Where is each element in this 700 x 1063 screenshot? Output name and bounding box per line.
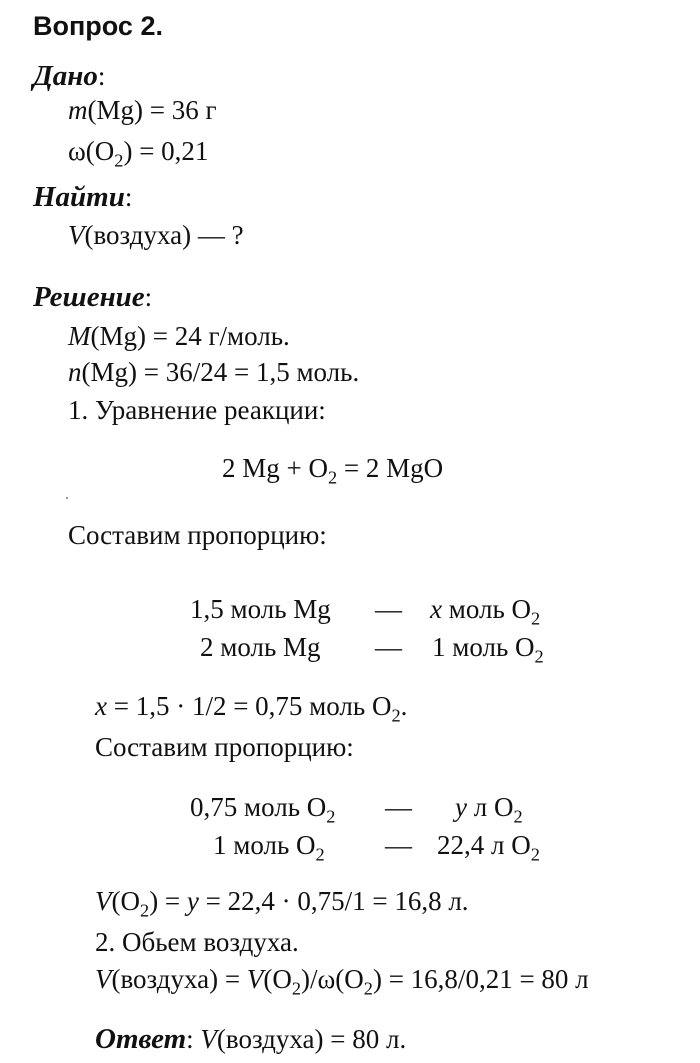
given-colon: : — [97, 61, 106, 91]
air-v-variable: V — [95, 964, 112, 994]
v-o2-open: (O — [111, 886, 140, 916]
prop2-y-variable: y — [455, 792, 467, 822]
omega-subscript: 2 — [114, 150, 124, 171]
air-v-o2-variable: V — [246, 964, 264, 994]
v-o2-subscript: 2 — [140, 900, 150, 921]
reaction-equation — [222, 453, 444, 488]
solution-heading: Решение — [33, 281, 145, 313]
omega-prefix: ω(O — [68, 136, 115, 166]
prop2-row2-left — [213, 830, 325, 865]
answer-colon: : — [186, 1024, 194, 1054]
volume-variable: V — [68, 220, 85, 250]
given-heading-line — [33, 62, 105, 91]
equation-right: = 2 MgO — [337, 453, 444, 483]
given-omega — [68, 136, 209, 171]
moles-value: (Mg) = 36/24 = 1,5 моль. — [81, 357, 360, 387]
molar-variable: M — [68, 321, 91, 351]
omega-value: ) = 0,21 — [123, 136, 209, 166]
moles-variable: n — [68, 357, 82, 387]
x-result-line — [95, 691, 408, 726]
question-title: Вопрос 2. — [33, 11, 163, 41]
molar-value: (Mg) = 24 г/моль. — [90, 321, 290, 351]
prop2-row2-left-subscript: 2 — [315, 844, 325, 865]
mass-variable: m — [68, 95, 88, 125]
answer-value: (воздуха) = 80 л. — [216, 1024, 407, 1054]
mass-value: (Mg) = 36 г — [87, 95, 217, 125]
prop2-row2-value: 1 моль O — [213, 830, 316, 860]
x-result-period: . — [400, 691, 408, 721]
prop2-row2-dash: — — [385, 830, 412, 860]
step-1: 1. Уравнение реакции: — [68, 395, 326, 425]
solution-colon: : — [144, 282, 153, 312]
prop1-row2-dash: — — [375, 632, 402, 662]
x-variable: x — [95, 691, 107, 721]
prop2-row1-value: 0,75 моль O — [190, 792, 327, 822]
v-o2-variable: V — [95, 886, 112, 916]
equation-left: 2 Mg + O — [222, 453, 328, 483]
prop1-row1-right — [430, 594, 541, 629]
prop1-row2-left: 2 моль Mg — [200, 632, 321, 662]
v-o2-line — [95, 886, 469, 921]
prop1-row2-right — [432, 632, 544, 667]
solution-heading-line — [33, 283, 152, 312]
prop1-x-variable: x — [430, 594, 442, 624]
prop2-row2-right-value: 22,4 л O — [437, 830, 531, 860]
air-v-label: (воздуха) = — [111, 964, 247, 994]
find-colon: : — [124, 182, 133, 212]
find-volume — [68, 222, 244, 249]
v-o2-y-variable: y — [186, 886, 199, 916]
prop2-row1-unit: л O — [466, 792, 514, 822]
given-heading: Дано — [33, 60, 98, 92]
moles-line — [68, 359, 359, 386]
scan-speck — [66, 497, 68, 499]
proportion-label-2: Составим пропорцию: — [95, 732, 354, 762]
air-v-o2-open: (O — [263, 964, 292, 994]
prop1-row1-subscript: 2 — [531, 608, 541, 629]
x-result-value: = 1,5 · 1/2 = 0,75 моль O — [106, 691, 392, 721]
answer-heading: Ответ — [95, 1023, 187, 1055]
prop1-row2-subscript: 2 — [534, 646, 544, 667]
x-result-subscript: 2 — [391, 705, 401, 726]
air-omega-part: )/ω(O — [301, 964, 364, 994]
volume-question: (воздуха) — ? — [84, 220, 244, 250]
v-o2-result: = 22,4 · 0,75/1 = 16,8 л. — [198, 886, 469, 916]
equation-subscript: 2 — [327, 467, 338, 488]
prop2-row2-right-subscript: 2 — [530, 844, 540, 865]
prop2-row2-right — [437, 830, 540, 865]
air-volume-result: ) = 16,8/0,21 = 80 л — [372, 964, 589, 994]
prop2-row1-left — [190, 792, 336, 827]
step-2: 2. Обьем воздуха. — [95, 927, 299, 957]
prop2-row1-right-subscript: 2 — [513, 806, 523, 827]
molar-mass-line — [68, 323, 290, 350]
prop1-row1-dash: — — [375, 594, 402, 624]
prop2-row1-dash: — — [385, 792, 412, 822]
prop1-row1-left: 1,5 моль Mg — [190, 594, 331, 624]
air-sub-1: 2 — [291, 978, 302, 999]
air-volume-line — [95, 964, 589, 999]
given-mass — [68, 97, 217, 124]
find-heading: Найти — [33, 181, 125, 213]
v-o2-equals: ) = — [149, 886, 187, 916]
prop1-row2-value: 1 моль O — [432, 632, 535, 662]
prop2-row1-left-subscript: 2 — [326, 806, 336, 827]
answer-line — [95, 1025, 406, 1054]
prop1-row1-unit: моль O — [441, 594, 531, 624]
proportion-label-1: Составим пропорцию: — [68, 520, 327, 550]
answer-variable: V — [200, 1024, 217, 1054]
air-sub-2: 2 — [363, 978, 373, 999]
prop2-row1-right — [455, 792, 523, 827]
find-heading-line — [33, 183, 132, 212]
